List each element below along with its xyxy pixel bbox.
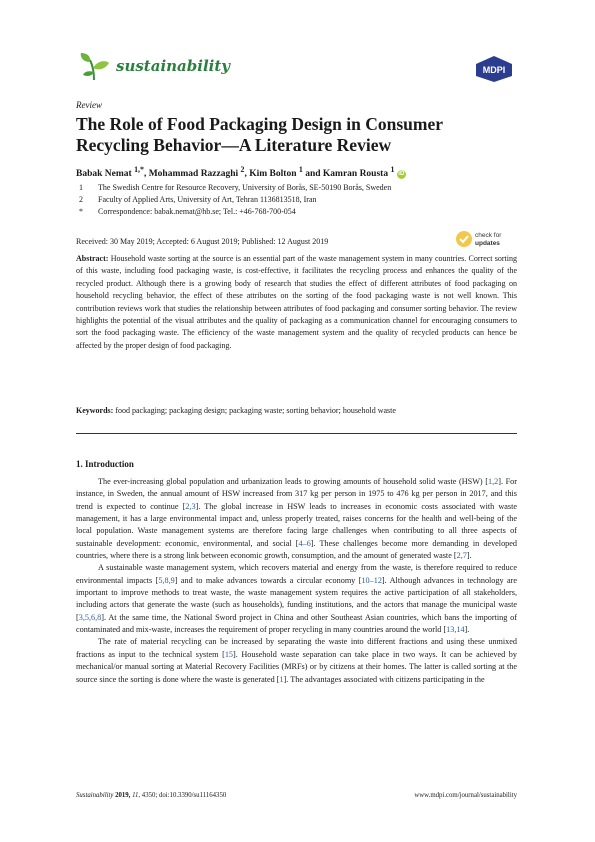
citation-link[interactable]: 4–6 — [298, 538, 311, 548]
author-sup: 1 — [390, 165, 395, 174]
author-name[interactable]: Mohammad Razzaghi — [148, 169, 239, 180]
author-sup: 1 — [298, 165, 303, 174]
author-list: Babak Nemat $^{1,*}$, Mohammad Razzaghi $^2$, Kim Bolton $^1$ and Kamran Rousta $^1$ iD — [76, 165, 405, 180]
correspondence: Correspondence: babak.nemat@hb.se; Tel.: +46-768-700-054 — [98, 207, 296, 216]
abstract-text: Household waste sorting at the source is an essential part of the waste management system in many countries. Correct sorting of this waste, including food packaging waste, is cost-effective, it facilitates the recycling process and enhances the quality of the recycled product. Although there is a growing body of research that studies the effect of different attributes of food packaging on household recycling behavior, the effect of these attributes on the sorting of the food packaging waste is not well known. This contribution reviews work that studies the relationship between attributes of food packaging and consumer sorting behavior. The review highlights the potential of the visual attributes and the quality of packaging as a communication channel for encouraging consumers to sort the food packaging waste. The efficiency of the waste management system and the quality of recycled products can hence be affected by the proper design of food packaging. — [76, 254, 517, 350]
footer-year: 2019, — [113, 792, 133, 799]
citation-link[interactable]: 1,2 — [488, 477, 499, 486]
author-sup: 1,* — [134, 165, 144, 174]
keywords — [76, 406, 517, 415]
footer-volume: 11 — [132, 792, 139, 799]
citation-link[interactable]: 13,14 — [446, 625, 465, 635]
divider — [76, 433, 517, 434]
citation-link[interactable]: 3,5,6,8 — [78, 612, 102, 622]
citation-link[interactable]: 2,3 — [185, 501, 196, 511]
footer-url[interactable]: www.mdpi.com/journal/sustainability — [414, 792, 517, 799]
footer-citation — [76, 792, 226, 799]
affiliations — [76, 182, 516, 218]
aff-mark: 2 — [79, 195, 83, 204]
keywords-label: Keywords: — [76, 406, 114, 415]
check-for-label: check for — [475, 232, 502, 239]
paragraph: A sustainable waste management system, which recovers material and energy from the waste, is therefore required to reduce environmental impacts [5,8,9] and to make advances towards a circular economy [10–12]. Although advances in technology are important to improve methods to treat waste, the waste management system requires the active participation of all stakeholders, including actors that generate the waste (such as households), funding institutions, and the actors that manage the municipal waste [3,5,6,8]. At the same time, the National Sword project in China and other Southeast Asian countries, which bans the importing of contaminated and mix-waste, increases the requirement of proper recycling in many countries around the world [13,14]. — [76, 563, 518, 635]
aff-mark: 1 — [79, 183, 83, 192]
author-sup: 2 — [240, 165, 245, 174]
mdpi-label: MDPI — [482, 65, 506, 75]
body-text — [76, 476, 517, 686]
article-type: Review — [76, 100, 102, 110]
keywords-text: food packaging; packaging design; packaging waste; sorting behavior; household waste — [115, 406, 396, 415]
citation-link[interactable]: 5,8,9 — [158, 575, 175, 585]
citation-link[interactable]: 2,7 — [456, 551, 467, 561]
citation-link[interactable]: 15 — [224, 649, 234, 659]
journal-name[interactable]: sustainability — [116, 57, 230, 75]
sprout-icon — [78, 50, 112, 84]
affiliation: The Swedish Centre for Resource Recovery, University of Borås, SE-50190 Borås, Sweden — [98, 183, 392, 192]
affiliation: Faculty of Applied Arts, University of Art, Tehran 1136813518, Iran — [98, 195, 317, 204]
citation-link[interactable]: 10–12 — [361, 575, 382, 585]
citation-link[interactable]: 1 — [279, 674, 284, 684]
abstract — [76, 253, 517, 352]
author-name[interactable]: Babak Nemat — [76, 169, 132, 180]
publication-dates: Received: 30 May 2019; Accepted: 6 August 2019; Published: 12 August 2019 — [76, 237, 329, 246]
footer-journal: Sustainability — [76, 792, 114, 799]
check-for-updates-badge[interactable] — [455, 228, 515, 250]
author-name[interactable]: Kim Bolton — [249, 169, 297, 180]
mdpi-logo[interactable] — [472, 54, 516, 84]
paragraph: The rate of material recycling can be increased by separating the waste into different fractions and using these unmixed fractions as input to the technical system [15]. Household waste separation can take place in two ways. It can be achieved by mechanical/or manual sorting at Material Recovery Facilities (MRFs) or by citizens at their homes. The latter is called sorting at the source since the sorting is done where the waste is generated [1]. The advantages associated with citizens participating in the — [76, 637, 517, 684]
section-heading: 1. Introduction — [76, 459, 134, 469]
orcid-icon[interactable]: iD — [398, 171, 405, 178]
article-title: The Role of Food Packaging Design in Consumer Recycling Behavior—A Literature Review — [76, 114, 443, 155]
abstract-label: Abstract: — [76, 254, 109, 263]
author-name[interactable]: Kamran Rousta — [322, 169, 389, 180]
aff-mark: * — [79, 207, 83, 216]
updates-label: updates — [475, 240, 500, 247]
footer-doi[interactable]: , 4350; doi:10.3390/su11164350 — [138, 792, 227, 799]
paragraph: The ever-increasing global population and urbanization leads to growing amounts of household solid waste (HSW) [1,2]. For instance, in Sweden, the annual amount of HSW increased from 317 kg per person in 1975 to 476 kg per person in 2017, and this trend is expected to continue [2,3]. The global increase in HSW leads to increases in economic costs associated with waste management, it has a large environmental impact and, unless properly treated, raises concerns for the health and well-being of the local population. Waste management systems are therefore facing large challenges when contributing to all three aspects of sustainable development: economic, environmental, and social [4–6]. These challenges become more demanding in developed countries, where there is a strong link between economic growth, consumption, and the amount of generated waste [2,7]. — [76, 477, 517, 561]
